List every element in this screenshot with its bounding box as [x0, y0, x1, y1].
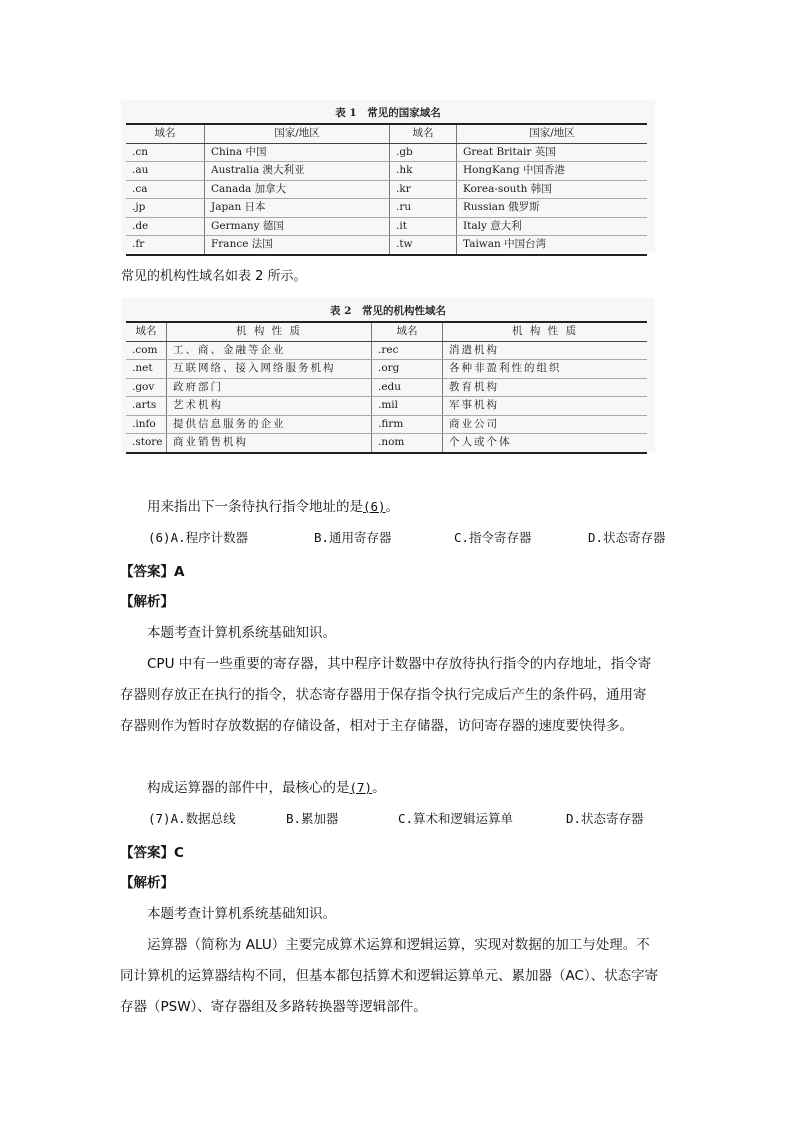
- cell-country: Japan 日本: [205, 199, 390, 218]
- cell-domain: .net: [126, 360, 167, 379]
- option-c: C.算术和逻辑运算单: [398, 811, 514, 826]
- analysis-7-label: 【解析】: [120, 875, 174, 891]
- analysis-6-label: 【解析】: [120, 594, 174, 610]
- table-row: [126, 199, 647, 218]
- analysis-6-intro: 本题考查计算机系统基础知识。: [147, 625, 336, 641]
- table-header-row: [126, 124, 647, 143]
- question-6-options: [0, 529, 794, 547]
- cell-org-type: 军事机构: [443, 397, 648, 416]
- analysis-7-line: 运算器（简称为 ALU）主要完成算术运算和逻辑运算，实现对数据的加工与处理。不: [147, 937, 650, 953]
- col-header-country: 国家/地区: [205, 124, 390, 143]
- table2-intro: 常见的机构性域名如表 2 所示。: [121, 269, 307, 284]
- table-row: [126, 162, 647, 181]
- org-domain-table: [126, 321, 647, 454]
- cell-domain: .org: [372, 360, 443, 379]
- table2-image: [121, 298, 655, 452]
- cell-domain: .au: [126, 162, 205, 181]
- col-header-org-type: 机 构 性 质: [167, 322, 372, 341]
- question-7-period: 。: [372, 780, 386, 796]
- col-header-domain: 域名: [390, 124, 457, 143]
- cell-domain: .tw: [390, 236, 457, 255]
- cell-domain: .kr: [390, 180, 457, 199]
- question-7-options: [0, 810, 794, 828]
- table-row: [126, 360, 647, 379]
- table-row: [126, 341, 647, 360]
- answer-label: 【答案】: [120, 845, 174, 861]
- option-d: D.状态寄存器: [588, 530, 666, 545]
- cell-domain: .com: [126, 341, 167, 360]
- answer-label: 【答案】: [120, 564, 174, 580]
- cell-org-type: 互联网络、接入网络服务机构: [167, 360, 372, 379]
- cell-org-type: 商业公司: [443, 415, 648, 434]
- cell-country: China 中国: [205, 143, 390, 162]
- table-row: [126, 415, 647, 434]
- col-header-country: 国家/地区: [457, 124, 648, 143]
- cell-domain: .info: [126, 415, 167, 434]
- analysis-6-line: 存器则作为暂时存放数据的存储设备，相对于主存储器，访问寄存器的速度要快得多。: [120, 718, 633, 734]
- analysis-7-intro: 本题考查计算机系统基础知识。: [147, 906, 336, 922]
- table1-image: [121, 100, 655, 252]
- cell-domain: .ru: [390, 199, 457, 218]
- cell-domain: .rec: [372, 341, 443, 360]
- cell-domain: .nom: [372, 434, 443, 453]
- country-domain-table: [126, 123, 647, 256]
- table2-caption: 表 2 常见的机构性域名: [330, 305, 446, 317]
- question-6-blank: (6): [363, 499, 386, 514]
- cell-domain: .fr: [126, 236, 205, 255]
- cell-domain: .cn: [126, 143, 205, 162]
- option-a: (7)A.数据总线: [148, 811, 236, 826]
- cell-domain: .jp: [126, 199, 205, 218]
- answer-letter: C: [174, 845, 184, 861]
- cell-org-type: 教育机构: [443, 378, 648, 397]
- table-header-row: [126, 322, 647, 341]
- cell-org-type: 个人或个体: [443, 434, 648, 453]
- table-row: [126, 397, 647, 416]
- option-a: (6)A.程序计数器: [148, 530, 249, 545]
- cell-domain: .store: [126, 434, 167, 453]
- cell-org-type: 各种非盈利性的组织: [443, 360, 648, 379]
- cell-domain: .mil: [372, 397, 443, 416]
- question-7-text: 构成运算器的部件中，最核心的是: [147, 780, 350, 796]
- cell-country: France 法国: [205, 236, 390, 255]
- question-6-text: 用来指出下一条待执行指令地址的是: [147, 499, 363, 515]
- table-row: [126, 434, 647, 453]
- cell-domain: .ca: [126, 180, 205, 199]
- cell-domain: .gb: [390, 143, 457, 162]
- cell-domain: .arts: [126, 397, 167, 416]
- analysis-7-line: 存器（PSW）、寄存器组及多路转换器等逻辑部件。: [120, 999, 427, 1015]
- cell-domain: .de: [126, 217, 205, 236]
- analysis-7-line: 同计算机的运算器结构不同，但基本都包括算术和逻辑运算单元、累加器（AC）、状态字寄: [120, 968, 659, 984]
- table-row: [126, 378, 647, 397]
- table-row: [126, 236, 647, 255]
- cell-country: Taiwan 中国台湾: [457, 236, 648, 255]
- analysis-6-line: CPU 中有一些重要的寄存器，其中程序计数器中存放待执行指令的内存地址，指令寄: [147, 656, 652, 672]
- question-6-period: 。: [385, 499, 400, 515]
- cell-domain: .hk: [390, 162, 457, 181]
- cell-org-type: 艺术机构: [167, 397, 372, 416]
- cell-country: Italy 意大利: [457, 217, 648, 236]
- table1-caption: 表 1 常见的国家域名: [335, 107, 441, 119]
- option-b: B.累加器: [286, 811, 339, 826]
- col-header-domain: 域名: [126, 124, 205, 143]
- cell-country: Australia 澳大利亚: [205, 162, 390, 181]
- cell-org-type: 消遣机构: [443, 341, 648, 360]
- cell-country: Germany 德国: [205, 217, 390, 236]
- answer-letter: A: [174, 564, 185, 580]
- cell-country: Korea-south 韩国: [457, 180, 648, 199]
- answer-7: [120, 844, 184, 862]
- cell-country: Canada 加拿大: [205, 180, 390, 199]
- answer-6: [120, 563, 184, 581]
- table-row: [126, 143, 647, 162]
- cell-domain: .gov: [126, 378, 167, 397]
- question-7-blank: (7): [349, 780, 373, 795]
- col-header-domain: 域名: [126, 322, 167, 341]
- cell-org-type: 商业销售机构: [167, 434, 372, 453]
- cell-country: Great Britair 英国: [457, 143, 648, 162]
- cell-domain: .firm: [372, 415, 443, 434]
- col-header-domain: 域名: [372, 322, 443, 341]
- question-6-stem: [147, 498, 399, 516]
- option-d: D.状态寄存器: [566, 811, 644, 826]
- table-row: [126, 217, 647, 236]
- cell-domain: .it: [390, 217, 457, 236]
- cell-country: HongKang 中国香港: [457, 162, 648, 181]
- col-header-org-type: 机 构 性 质: [443, 322, 648, 341]
- table-row: [126, 180, 647, 199]
- cell-org-type: 政府部门: [167, 378, 372, 397]
- cell-domain: .edu: [372, 378, 443, 397]
- cell-org-type: 工、商、金融等企业: [167, 341, 372, 360]
- cell-country: Russian 俄罗斯: [457, 199, 648, 218]
- question-7-stem: [147, 779, 386, 797]
- cell-org-type: 提供信息服务的企业: [167, 415, 372, 434]
- option-c: C.指令寄存器: [454, 530, 532, 545]
- analysis-6-line: 存器则存放正在执行的指令，状态寄存器用于保存指令执行完成后产生的条件码，通用寄: [120, 687, 647, 703]
- option-b: B.通用寄存器: [314, 530, 392, 545]
